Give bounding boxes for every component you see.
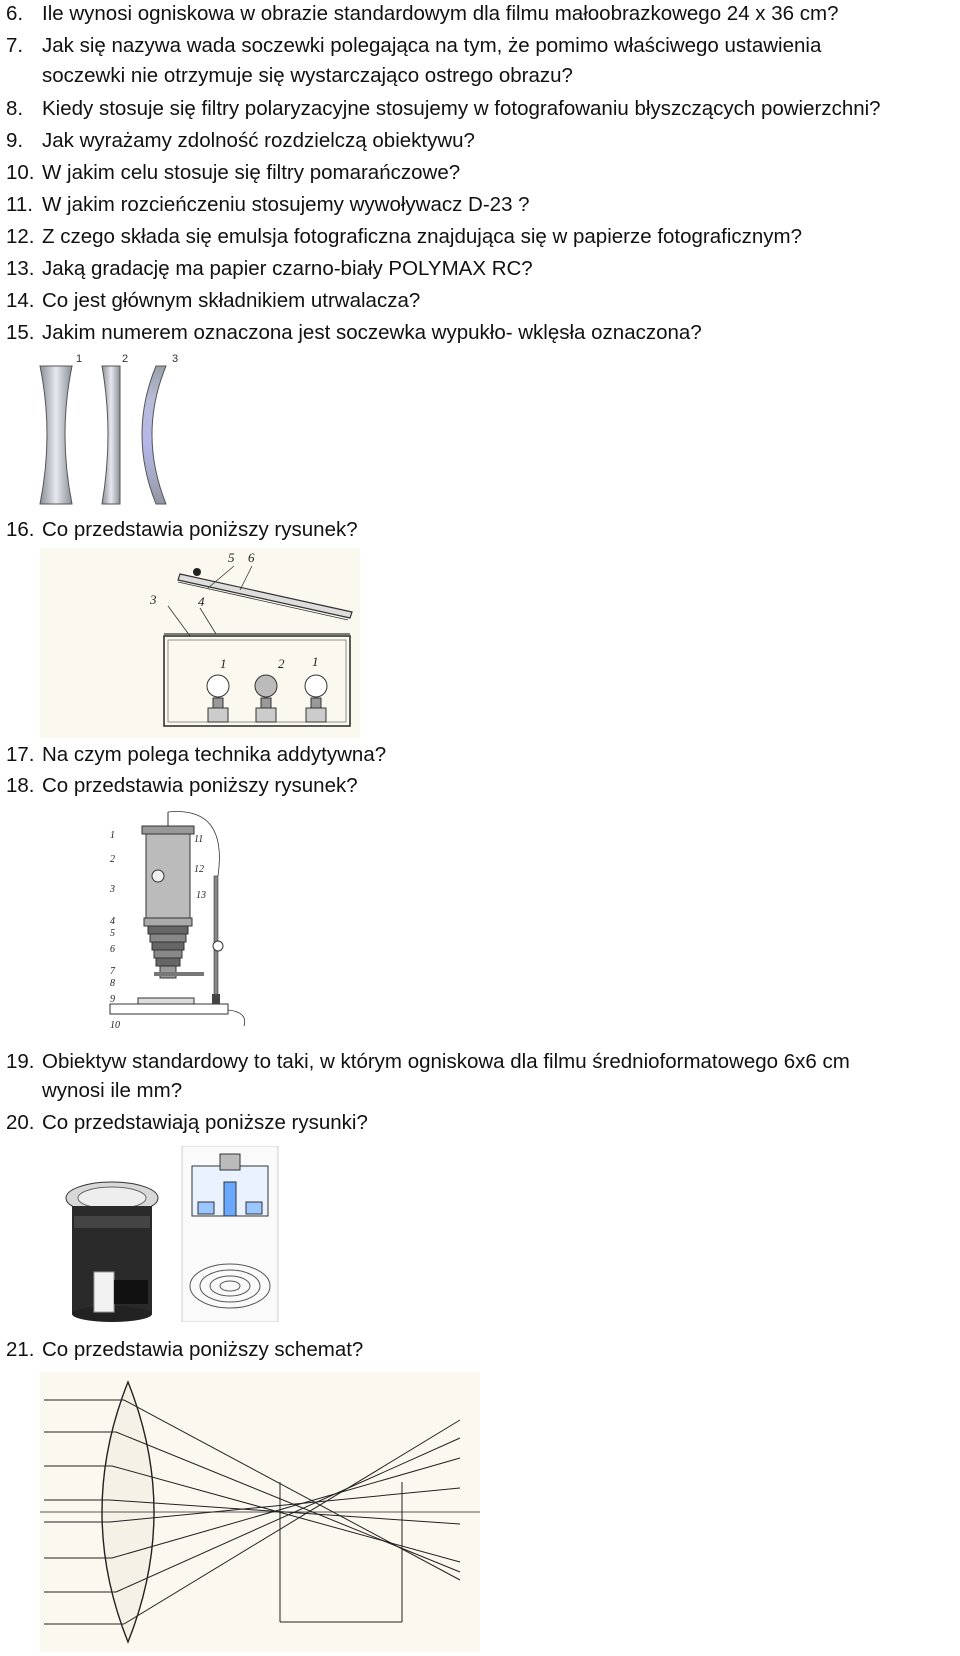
enlarger-label-13: 13 xyxy=(196,890,206,901)
question-20: 20. Co przedstawiają poniższe rysunki? xyxy=(6,1111,368,1134)
lens-label-3: 3 xyxy=(172,353,179,365)
copier-label-2: 2 xyxy=(278,656,285,671)
question-21: 21. Co przedstawia poniższy schemat? xyxy=(6,1338,364,1361)
question-17: 17. Na czym polega technika addytywna? xyxy=(6,743,387,766)
question-11: 11. W jakim rozcieńczeniu stosujemy wywoływacz D-23 ? xyxy=(6,193,530,216)
enlarger-label-12: 12 xyxy=(194,864,204,875)
enlarger-label-11: 11 xyxy=(194,834,204,845)
question-12: 12. Z czego składa się emulsja fotograficzna znajdująca się w papierze fotograficznym? xyxy=(6,225,803,248)
enlarger-label-5: 5 xyxy=(110,928,115,939)
enlarger-label-6: 6 xyxy=(110,944,115,955)
ray-diagram-figure xyxy=(40,1372,480,1652)
enlarger-figure xyxy=(108,806,258,1042)
question-9: 9. Jak wyrażamy zdolność rozdzielczą obiektywu? xyxy=(6,129,475,152)
copier-label-4: 4 xyxy=(198,594,205,609)
question-13: 13. Jaką gradację ma papier czarno-biały POLYMAX RC? xyxy=(6,257,533,280)
enlarger-label-8: 8 xyxy=(110,978,115,989)
enlarger-label-2: 2 xyxy=(110,854,115,865)
question-16: 16. Co przedstawia poniższy rysunek? xyxy=(6,518,358,541)
lid-knob xyxy=(193,568,201,576)
copier-label-5: 5 xyxy=(228,550,235,565)
enlarger-column xyxy=(214,876,218,1004)
developing-tank-figure xyxy=(64,1146,284,1322)
enlarger-label-4: 4 xyxy=(110,916,115,927)
height-knob xyxy=(213,941,223,951)
question-15: 15. Jakim numerem oznaczona jest soczewka wypukło- wklęsła oznaczona? xyxy=(6,321,702,344)
lens-3-meniscus xyxy=(142,366,166,504)
copier-label-1b: 1 xyxy=(312,654,319,669)
question-19-continuation: wynosi ile mm? xyxy=(42,1079,183,1102)
question-18: 18. Co przedstawia poniższy rysunek? xyxy=(6,774,358,797)
question-10: 10. W jakim celu stosuje się filtry pomarańczowe? xyxy=(6,161,461,184)
lens-2-plano-concave xyxy=(102,366,120,504)
lens-label-1: 1 xyxy=(76,353,83,365)
copier-label-3: 3 xyxy=(150,592,157,607)
enlarger-label-7: 7 xyxy=(110,966,115,977)
baseboard xyxy=(110,1004,228,1014)
enlarger-label-1: 1 xyxy=(110,830,115,841)
film-cassette xyxy=(94,1272,114,1312)
question-7: 7. Jak się nazywa wada soczewki polegająca na tym, że pomimo właściwego ustawienia xyxy=(6,34,822,57)
question-8: 8. Kiedy stosuje się filtry polaryzacyjne stosujemy w fotografowaniu błyszczących powierzchni? xyxy=(6,97,881,120)
question-19: 19. Obiektyw standardowy to taki, w którym ogniskowa dla filmu średnioformatowego 6x6 cm xyxy=(6,1050,850,1073)
lens-label-2: 2 xyxy=(122,353,129,365)
contact-printer-figure xyxy=(40,548,360,738)
question-14: 14. Co jest głównym składnikiem utrwalacza? xyxy=(6,289,421,312)
copier-label-6: 6 xyxy=(248,550,255,565)
copier-label-1a: 1 xyxy=(220,656,227,671)
enlarger-label-9: 9 xyxy=(110,994,115,1005)
question-7-continuation: soczewki nie otrzymuje się wystarczająco ostrego obrazu? xyxy=(42,64,573,87)
lens-1-biconcave xyxy=(40,366,72,504)
question-6: 6. Ile wynosi ogniskowa w obrazie standardowym dla filmu małoobrazkowego 24 x 36 cm? xyxy=(6,2,839,25)
lenses-figure xyxy=(36,352,196,538)
enlarger-label-3: 3 xyxy=(110,884,115,895)
enlarger-label-10: 10 xyxy=(110,1020,120,1031)
